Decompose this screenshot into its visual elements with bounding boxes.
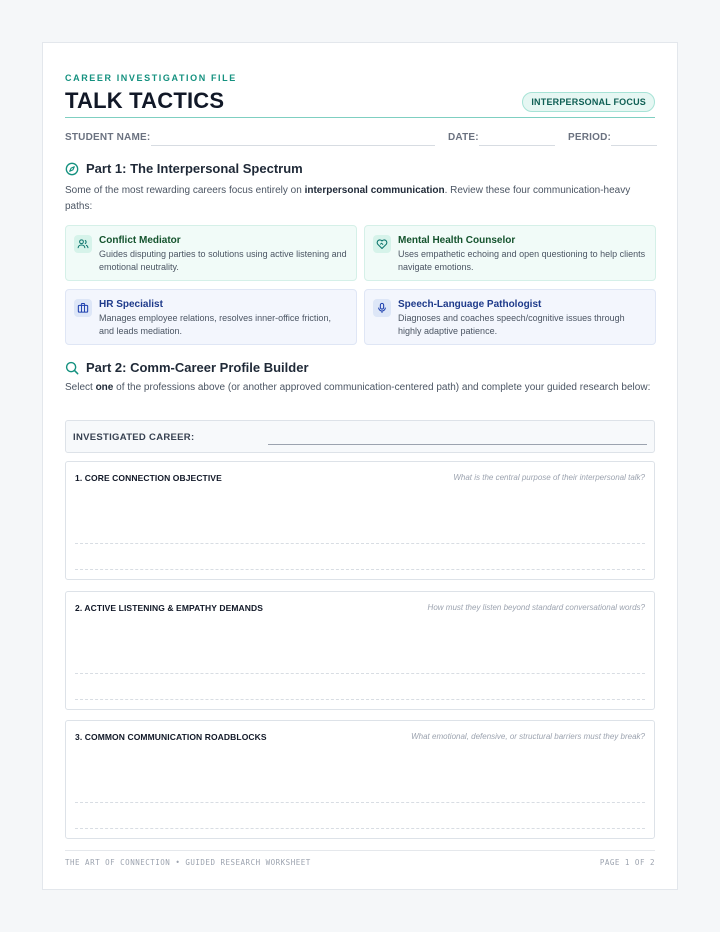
career-card-desc: Uses empathetic echoing and open questioning to help clients navigate emotions. [398,249,646,272]
career-card-title: Conflict Mediator [99,235,181,246]
period-label: PERIOD: [568,132,612,143]
worksheet-page [42,42,678,890]
student-name-field[interactable] [151,145,435,146]
career-card-title: Speech-Language Pathologist [398,299,542,310]
part2-heading [65,360,655,378]
question-title: 2. ACTIVE LISTENING & EMPATHY DEMANDS [75,603,264,613]
question-hint: What emotional, defensive, or structural barriers must they break? [411,732,645,741]
question-box-listening-empathy [65,591,655,710]
compass-icon [65,162,79,176]
career-card-desc: Guides disputing parties to solutions using active listening and emotional neutrality. [99,249,347,272]
part1-title: Part 1: The Interpersonal Spectrum [86,161,303,176]
footer-caption: THE ART OF CONNECTION • GUIDED RESEARCH WORKSHEET [65,858,311,867]
briefcase-icon [74,299,92,317]
worksheet-content [65,43,655,889]
question-box-core-connection [65,461,655,580]
part2-title: Part 2: Comm-Career Profile Builder [86,360,309,375]
answer-line[interactable] [75,828,645,829]
page-title: TALK TACTICS [65,88,225,113]
search-icon [65,361,79,375]
investigated-career-field[interactable] [268,444,647,445]
investigated-career-box [65,420,655,453]
part1-intro: Some of the most rewarding careers focus entirely on interpersonal communication. Review these four communication-heavy paths: [65,185,631,212]
career-card-mental-health-counselor [364,225,656,281]
student-info-row [65,131,655,147]
microphone-icon [373,299,391,317]
investigated-career-label: INVESTIGATED CAREER: [73,432,195,443]
period-field[interactable] [611,145,657,146]
question-hint: How must they listen beyond standard conversational words? [427,603,645,612]
date-field[interactable] [479,145,555,146]
career-card-conflict-mediator [65,225,357,281]
career-card-title: HR Specialist [99,299,163,310]
answer-line[interactable] [75,699,645,700]
people-icon [74,235,92,253]
question-title: 1. CORE CONNECTION OBJECTIVE [75,473,222,483]
focus-badge: INTERPERSONAL FOCUS [522,92,655,112]
answer-line[interactable] [75,543,645,544]
page-number: PAGE 1 OF 2 [599,858,655,867]
heart-handshake-icon [373,235,391,253]
part1-heading [65,161,655,179]
title-divider [65,117,655,118]
career-card-desc: Manages employee relations, resolves inner-office friction, and leads mediation. [99,313,331,336]
career-card-hr-specialist [65,289,357,345]
career-card-title: Mental Health Counselor [398,235,516,246]
career-card-speech-language-pathologist [364,289,656,345]
answer-line[interactable] [75,673,645,674]
question-hint: What is the central purpose of their interpersonal talk? [453,473,645,482]
date-label: DATE: [448,132,479,143]
question-title: 3. COMMON COMMUNICATION ROADBLOCKS [75,732,267,742]
footer-divider [65,850,655,851]
student-name-label: STUDENT NAME: [65,132,151,143]
part2-intro: Select one of the professions above (or another approved communication-centered path) and complete your guided research below: [65,382,651,393]
career-card-desc: Diagnoses and coaches speech/cognitive issues through highly adaptive patience. [398,313,625,336]
answer-line[interactable] [75,802,645,803]
question-box-roadblocks [65,720,655,839]
eyebrow-label: CAREER INVESTIGATION FILE [65,73,237,83]
answer-line[interactable] [75,569,645,570]
